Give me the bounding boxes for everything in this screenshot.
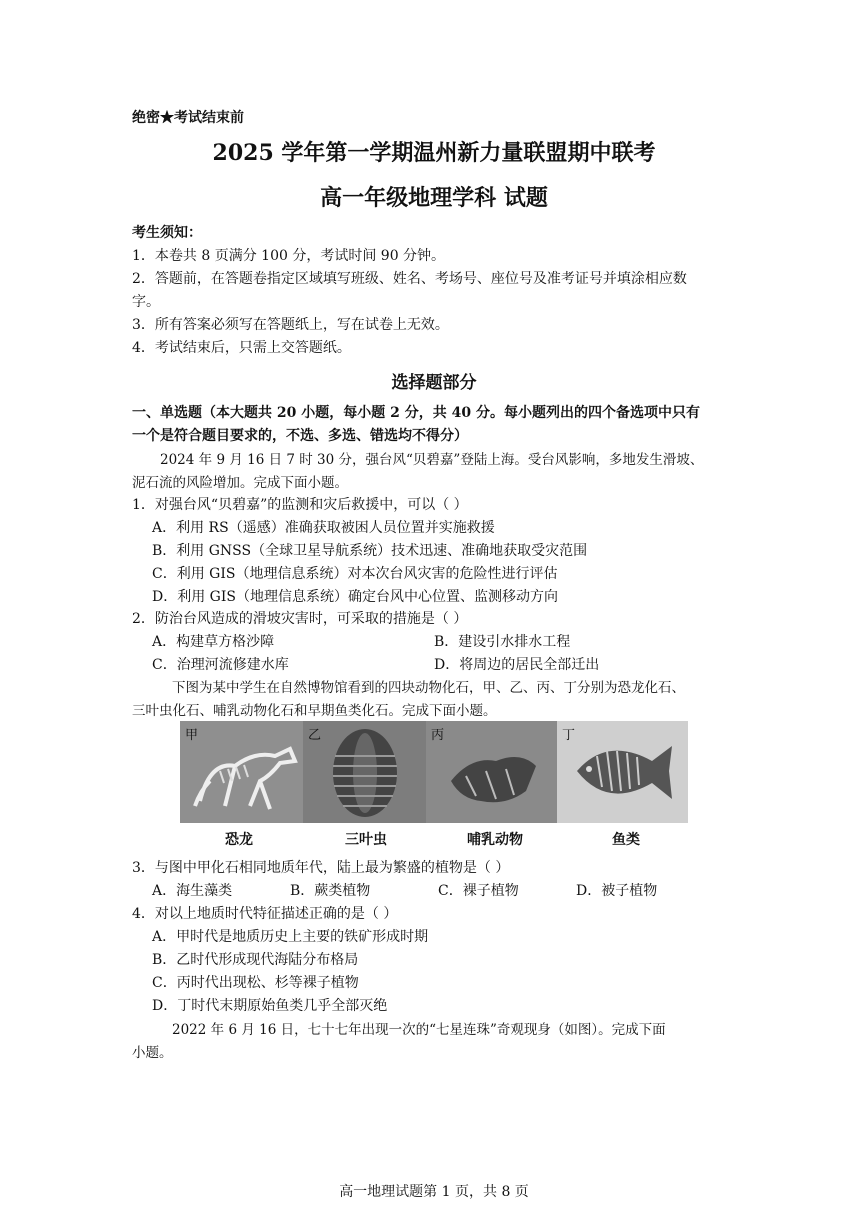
exam-subtitle: 高一年级地理学科 试题 xyxy=(320,185,548,211)
option-a: A．利用 RS（遥感）准确获取被困人员位置并实施救援 xyxy=(152,520,495,536)
option-d: D．丁时代末期原始鱼类几乎全部灭绝 xyxy=(152,998,388,1014)
fossil-caption: 鱼类 xyxy=(612,832,640,848)
question-stem: 1．对强台风“贝碧嘉”的监测和灾后救援中，可以（ ） xyxy=(132,497,468,513)
fossil-image-bing xyxy=(426,721,557,823)
option-d: D．利用 GIS（地理信息系统）确定台风中心位置、监测移动方向 xyxy=(152,589,558,605)
notice-item: 4．考试结束后，只需上交答题纸。 xyxy=(132,340,351,356)
fossil-figure xyxy=(180,721,688,823)
option-d: D．被子植物 xyxy=(576,883,658,899)
fossil-tag: 甲 xyxy=(185,728,199,743)
option-c: C．治理河流修建水库 xyxy=(152,657,289,673)
material-text: 下图为某中学生在自然博物馆看到的四块动物化石，甲、乙、丙、丁分别为恐龙化石、 xyxy=(172,680,685,696)
fish-fossil-icon xyxy=(557,721,688,823)
option-a: A．甲时代是地质历史上主要的铁矿形成时期 xyxy=(152,929,429,945)
fossil-tag: 丙 xyxy=(431,728,445,743)
fossil-image-jia xyxy=(180,721,303,823)
option-b: B．利用 GNSS（全球卫星导航系统）技术迅速、准确地获取受灾范围 xyxy=(152,543,588,559)
fossil-caption: 三叶虫 xyxy=(345,832,387,848)
fossil-tag: 丁 xyxy=(562,728,576,743)
fossil-tag: 乙 xyxy=(308,728,322,743)
option-b: B．蕨类植物 xyxy=(290,883,371,899)
option-b: B．乙时代形成现代海陆分布格局 xyxy=(152,952,359,968)
material-text: 2022 年 6 月 16 日，七十七年出现一次的“七星连珠”奇观现身（如图）。完成下面 xyxy=(172,1022,666,1038)
section-instruction: 一、单选题（本大题共 20 小题，每小题 2 分，共 40 分。每小题列出的四个备选项中只有 xyxy=(132,405,700,421)
question-stem: 3．与图中甲化石相同地质年代，陆上最为繁盛的植物是（ ） xyxy=(132,860,510,876)
dinosaur-fossil-icon xyxy=(180,721,303,823)
notice-heading: 考生须知： xyxy=(132,225,202,241)
mammal-fossil-icon xyxy=(426,721,557,823)
page-footer: 高一地理试题第 1 页，共 8 页 xyxy=(339,1184,529,1200)
exam-title: 2025 学年第一学期温州新力量联盟期中联考 xyxy=(212,140,656,166)
option-a: A．构建草方格沙障 xyxy=(152,634,275,650)
material-text: 三叶虫化石、哺乳动物化石和早期鱼类化石。完成下面小题。 xyxy=(132,703,497,719)
section-instruction: 一个是符合题目要求的，不选、多选、错选均不得分） xyxy=(132,428,468,444)
notice-item: 3．所有答案必须写在答题纸上，写在试卷上无效。 xyxy=(132,317,449,333)
question-stem: 2．防治台风造成的滑坡灾害时，可采取的措施是（ ） xyxy=(132,611,468,627)
material-text: 2024 年 9 月 16 日 7 时 30 分，强台风“贝碧嘉”登陆上海。受台风影响，多地发生滑坡、 xyxy=(160,452,704,468)
option-c: C．利用 GIS（地理信息系统）对本次台风灾害的危险性进行评估 xyxy=(152,566,558,582)
trilobite-fossil-icon xyxy=(303,721,426,823)
option-c: C．丙时代出现松、杉等裸子植物 xyxy=(152,975,359,991)
section-title: 选择题部分 xyxy=(391,373,477,393)
option-a: A．海生藻类 xyxy=(152,883,233,899)
option-b: B．建设引水排水工程 xyxy=(434,634,571,650)
notice-item: 2．答题前，在答题卷指定区域填写班级、姓名、考场号、座位号及准考证号并填涂相应数 xyxy=(132,271,687,287)
secret-label: 绝密★考试结束前 xyxy=(132,110,244,126)
question-stem: 4．对以上地质时代特征描述正确的是（ ） xyxy=(132,906,398,922)
fossil-image-ding xyxy=(557,721,688,823)
option-c: C．裸子植物 xyxy=(438,883,519,899)
material-text: 泥石流的风险增加。完成下面小题。 xyxy=(132,475,348,491)
fossil-caption: 恐龙 xyxy=(225,832,253,848)
fossil-image-yi xyxy=(303,721,426,823)
option-d: D．将周边的居民全部迁出 xyxy=(434,657,600,673)
material-text: 小题。 xyxy=(132,1045,173,1061)
notice-item: 字。 xyxy=(132,294,160,310)
notice-item: 1．本卷共 8 页满分 100 分，考试时间 90 分钟。 xyxy=(132,248,446,264)
fossil-caption: 哺乳动物 xyxy=(467,832,523,848)
